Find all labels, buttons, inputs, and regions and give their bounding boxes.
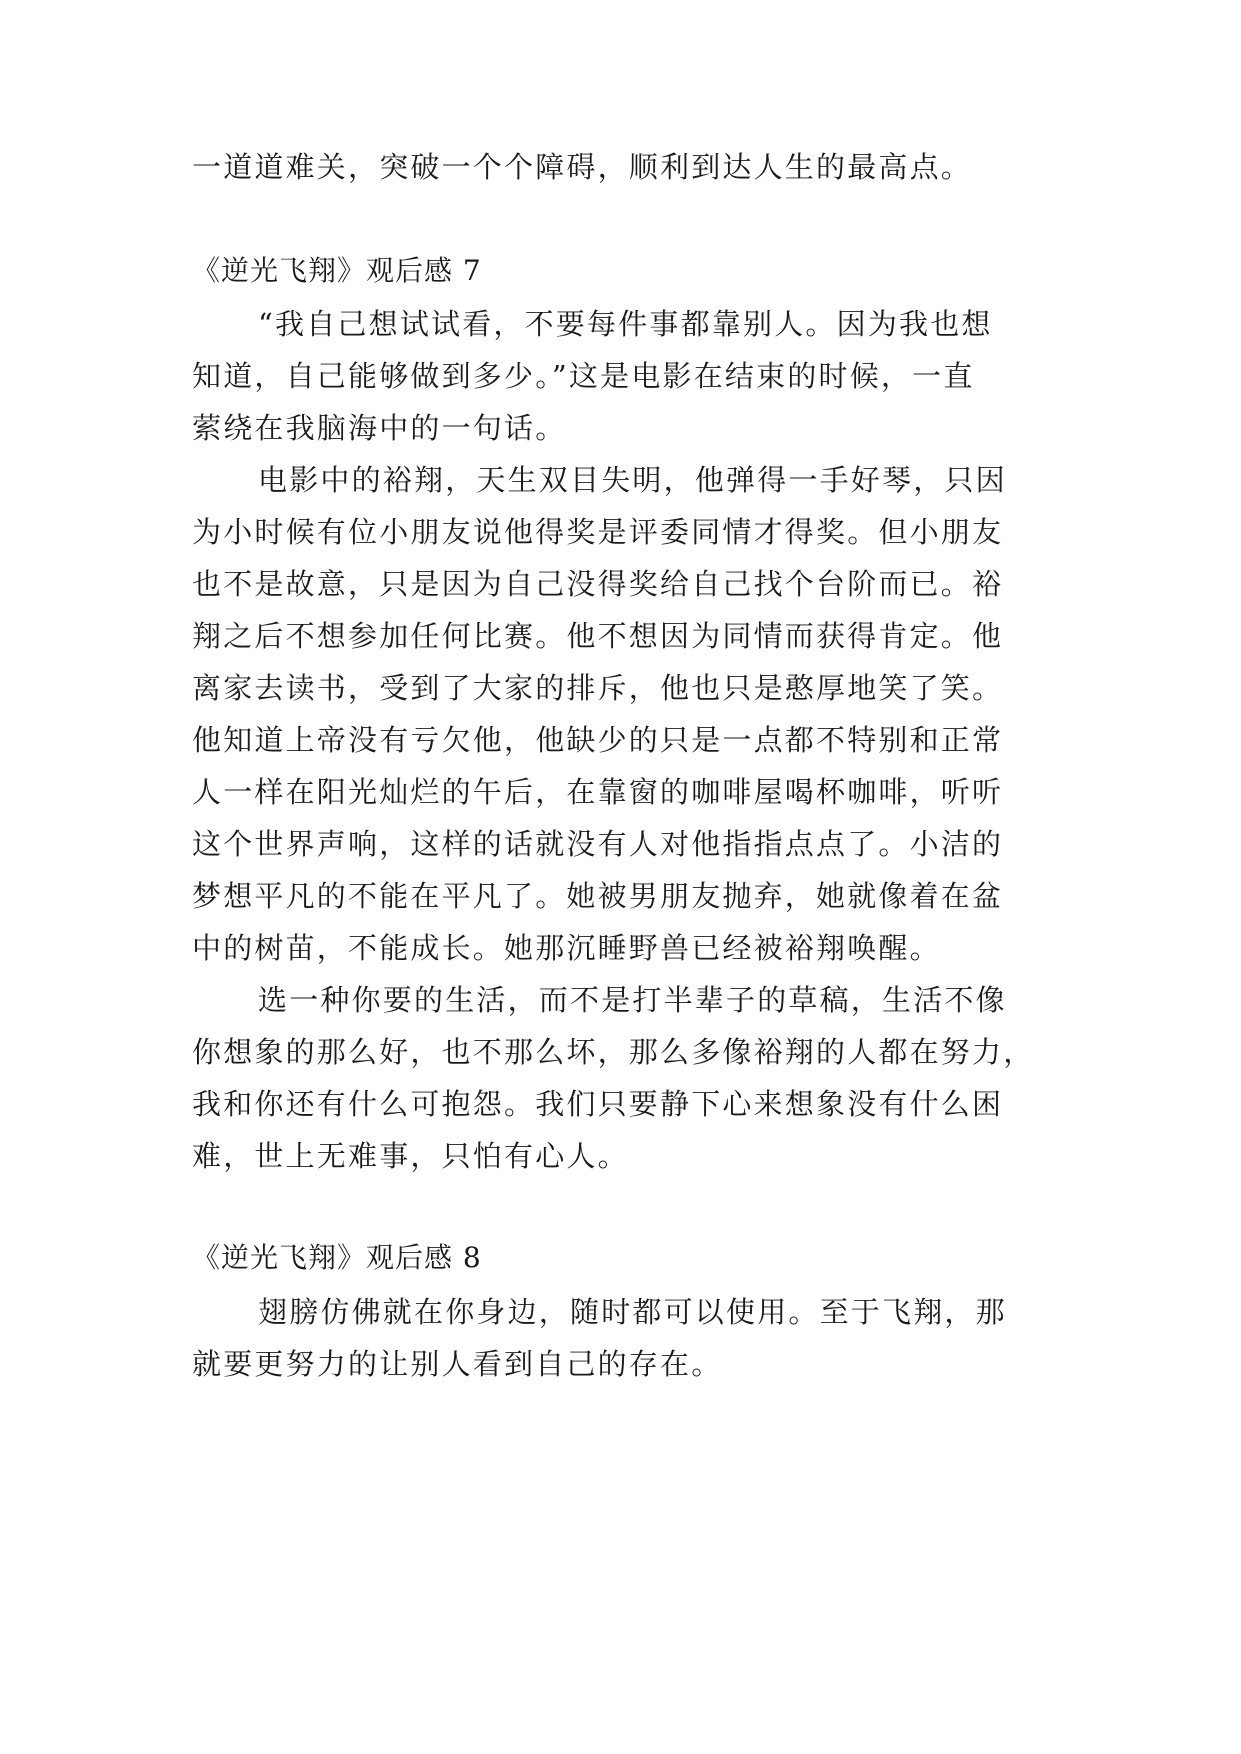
paragraph-line: 选一种你要的生活，而不是打半辈子的草稿，生活不像 (258, 983, 1007, 1017)
paragraph-line: 梦想平凡的不能在平凡了。她被男朋友抛弃，她就像着在盆 (192, 879, 1004, 913)
paragraph-line: 一道道难关，突破一个个障碍，顺利到达人生的最高点。 (192, 150, 973, 184)
paragraph-line: 这个世界声响，这样的话就没有人对他指指点点了。小洁的 (192, 827, 1004, 861)
paragraph-line: 知道，自己能够做到多少。”这是电影在结束的时候，一直 (192, 359, 975, 393)
section-heading-8: 《逆光飞翔》观后感 8 (192, 1241, 482, 1274)
paragraph-line: “我自己想试试看，不要每件事都靠别人。因为我也想 (258, 307, 993, 341)
section-heading-7: 《逆光飞翔》观后感 7 (192, 254, 482, 287)
paragraph-line: 电影中的裕翔，天生双目失明，他弹得一手好琴，只因 (258, 463, 1007, 497)
paragraph-line: 也不是故意，只是因为自己没得奖给自己找个台阶而已。裕 (192, 567, 1004, 601)
paragraph-line: 就要更努力的让别人看到自己的存在。 (192, 1347, 723, 1381)
paragraph-line: 难，世上无难事，只怕有心人。 (192, 1139, 629, 1173)
paragraph-line: 萦绕在我脑海中的一句话。 (192, 411, 567, 445)
paragraph-line: 他知道上帝没有亏欠他，他缺少的只是一点都不特别和正常 (192, 723, 1004, 757)
paragraph-line: 翔之后不想参加任何比赛。他不想因为同情而获得肯定。他 (192, 619, 1004, 653)
paragraph-line: 为小时候有位小朋友说他得奖是评委同情才得奖。但小朋友 (192, 515, 1004, 549)
paragraph-line: 离家去读书，受到了大家的排斥，他也只是憨厚地笑了笑。 (192, 671, 1004, 705)
paragraph-line: 你想象的那么好，也不那么坏，那么多像裕翔的人都在努力， (192, 1035, 1035, 1069)
paragraph-line: 我和你还有什么可抱怨。我们只要静下心来想象没有什么困 (192, 1087, 1004, 1121)
paragraph-line: 翅膀仿佛就在你身边，随时都可以使用。至于飞翔，那 (258, 1295, 1007, 1329)
paragraph-line: 中的树苗，不能成长。她那沉睡野兽已经被裕翔唤醒。 (192, 931, 941, 965)
paragraph-line: 人一样在阳光灿烂的午后，在靠窗的咖啡屋喝杯咖啡，听听 (192, 775, 1004, 809)
